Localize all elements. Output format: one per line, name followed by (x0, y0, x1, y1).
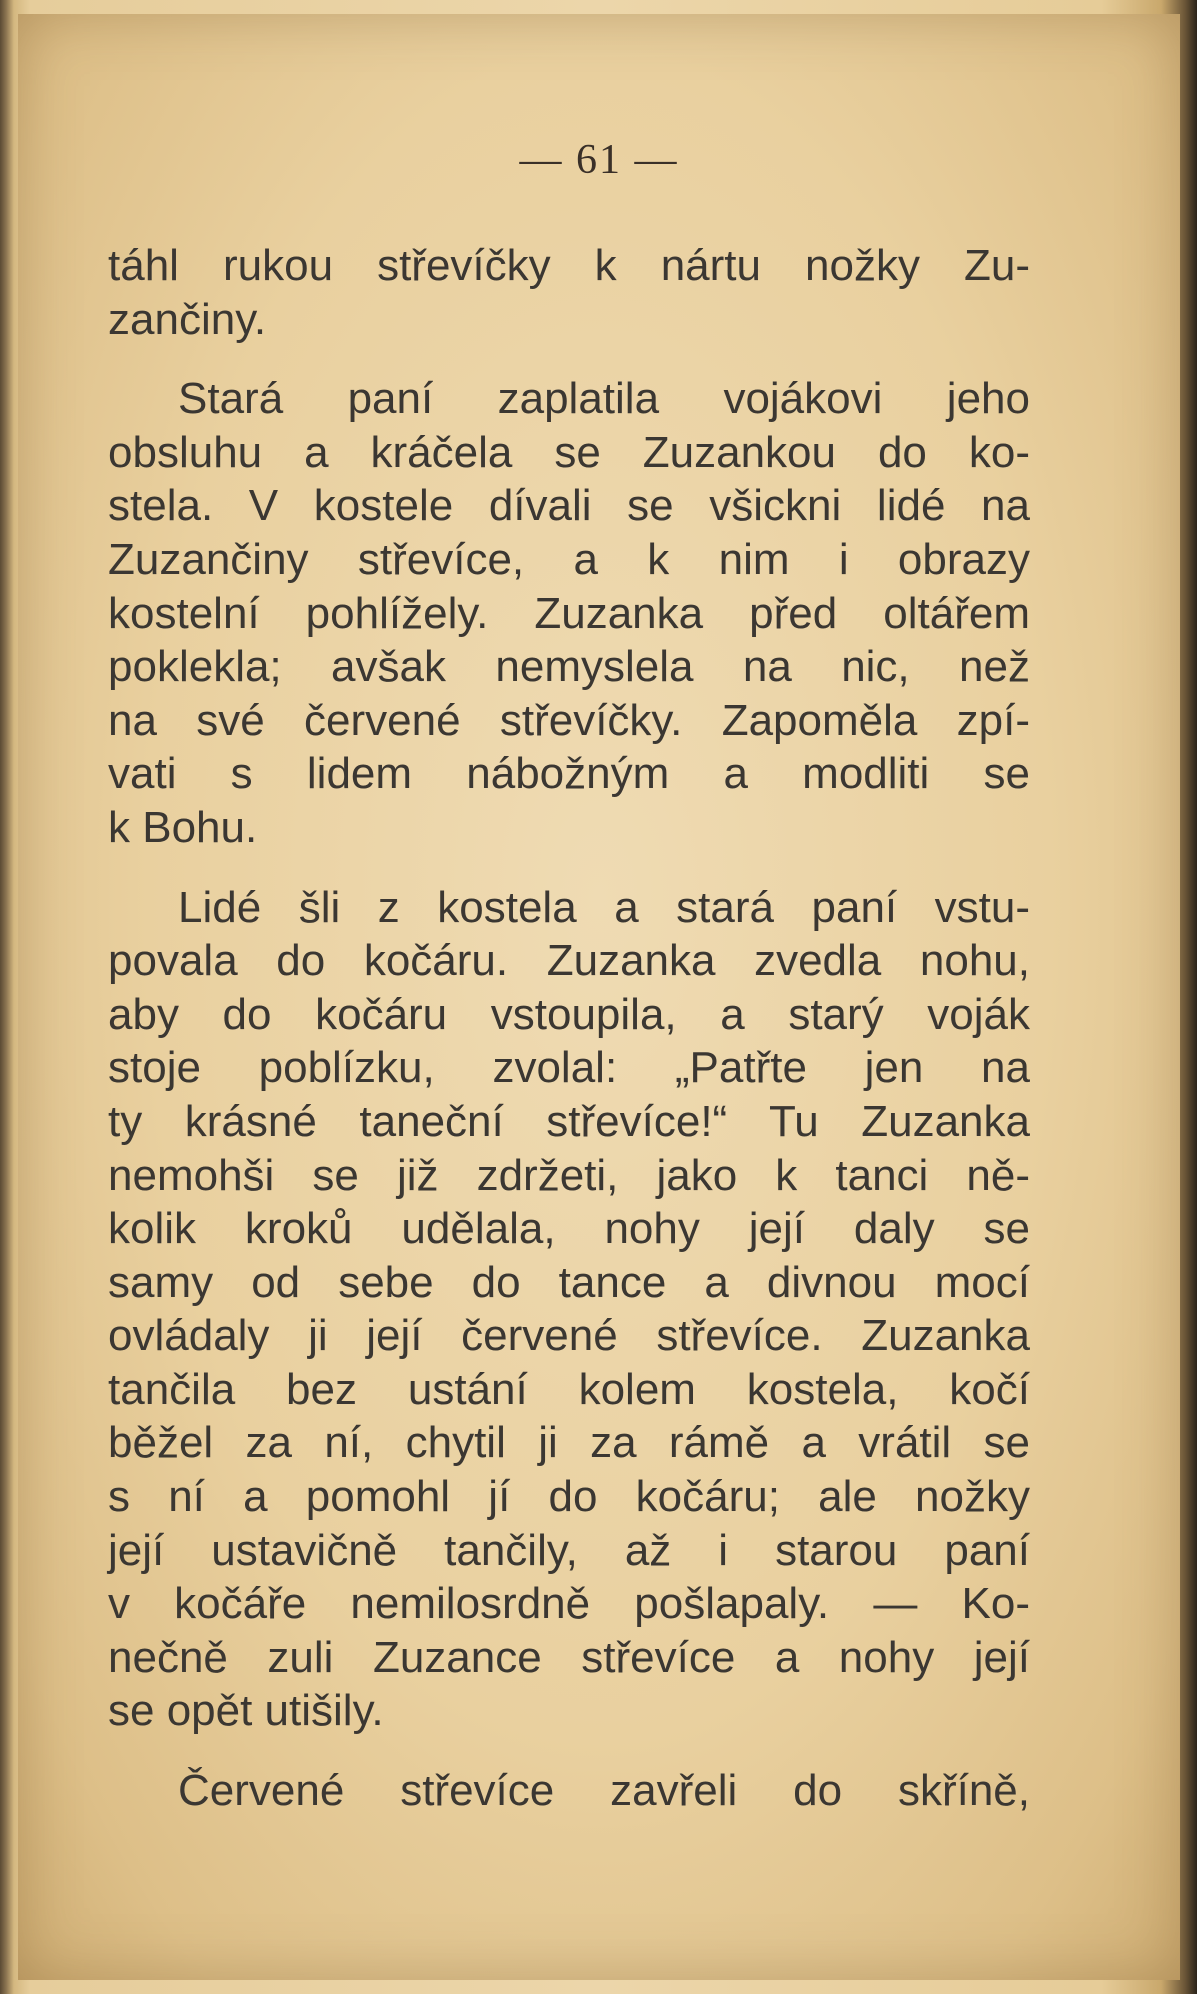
text-line: Stará paní zaplatila vojákovi jeho (178, 374, 1030, 424)
text-line: táhl rukou střevíčky k nártu nožky Zu- (108, 241, 1030, 290)
text-line: se opět utišily. (108, 1686, 384, 1736)
text-line: nemohši se již zdržeti, jako k tanci ně- (108, 1150, 1030, 1200)
paragraph (108, 1764, 1030, 1818)
text-line: k Bohu. (108, 802, 258, 852)
paragraph (108, 239, 1030, 346)
text-line: samy od sebe do tance a divnou mocí (108, 1257, 1030, 1307)
text-line: stela. V kostele dívali se všickni lidé na (108, 481, 1030, 531)
text-line: povala do kočáru. Zuzanka zvedla nohu, (108, 936, 1030, 986)
paragraph (108, 881, 1030, 1739)
text-line: v kočáře nemilosrdně pošlapaly. — Ko- (108, 1579, 1030, 1629)
text-line: nečně zuli Zuzance střevíce a nohy její (108, 1632, 1030, 1682)
text-line: s ní a pomohl jí do kočáru; ale nožky (108, 1472, 1030, 1522)
text-line: ty krásné taneční střevíce!“ Tu Zuzanka (108, 1096, 1030, 1146)
text-line: kostelní pohlížely. Zuzanka před oltářem (108, 588, 1030, 638)
text-line: ovládaly ji její červené střevíce. Zuzanka (108, 1311, 1030, 1361)
book-page (18, 14, 1180, 1980)
text-line: poklekla; avšak nemyslela na nic, než (108, 642, 1030, 692)
text-line: Lidé šli z kostela a stará paní vstu- (178, 882, 1030, 932)
page-number: — 61 — (519, 137, 679, 183)
text-line: vati s lidem nábožným a modliti se (108, 749, 1030, 799)
text-line: tančila bez ustání kolem kostela, kočí (108, 1364, 1030, 1414)
paragraph (108, 372, 1030, 854)
page-text (108, 239, 1030, 1818)
text-line: aby do kočáru vstoupila, a starý voják (108, 989, 1030, 1039)
text-line: její ustavičně tančily, až i starou paní (108, 1525, 1030, 1575)
text-line: obsluhu a kráčela se Zuzankou do ko- (108, 427, 1030, 477)
text-line: zančiny. (108, 294, 267, 344)
text-line: Červené střevíce zavřeli do skříně, (178, 1766, 1030, 1816)
text-line: Zuzančiny střevíce, a k nim i obrazy (108, 534, 1030, 584)
text-line: stoje poblízku, zvolal: „Patřte jen na (108, 1043, 1030, 1093)
text-line: běžel za ní, chytil ji za rámě a vrátil se (108, 1418, 1030, 1468)
text-line: kolik kroků udělala, nohy její daly se (108, 1204, 1030, 1254)
text-line: na své červené střevíčky. Zapoměla zpí- (108, 695, 1030, 745)
